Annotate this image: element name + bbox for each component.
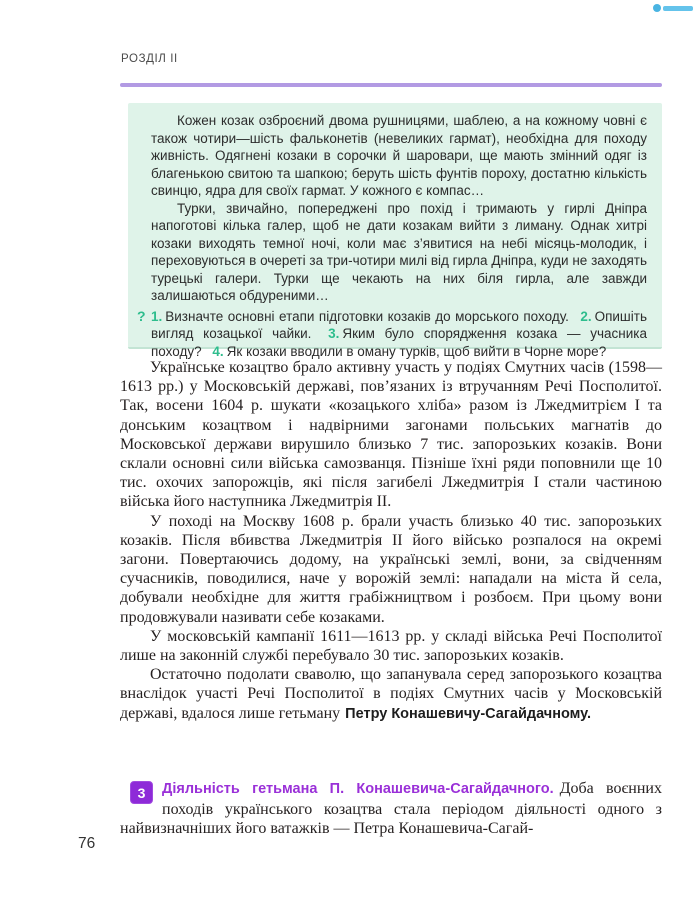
- question-label: Як козаки вводили в оману турків, щоб вийти в Чорне море?: [226, 343, 607, 359]
- body-text-run: Остаточно подолати сваволю, що запанувала серед запорозького козацтва внаслідок участі Речі Посполитої в подіях Смутних часів у Московській державі, вдалося лише гетьману: [120, 666, 662, 722]
- watermark-logo: [653, 3, 693, 13]
- body-paragraph: Українське козацтво брало активну участь у подіях Смутних часів (1598—1613 рр.) у Московській державі, пов’язаних із втручанням Речі Посполитої. Так, восени 1604 р. шукати «козацького хліба» разом із Лжедмитрієм I та донським козацтвом і надвірними загонами польських магнатів до Московської держави вирушило близько 7 тис. запорозьких козаків. Вони склали основні сили війська самозванця. Пізніше їхні ряди поповнили ще 10 тис. охочих запорожців, які після загибелі Лжедмитрія I стали частиною війська його наступника Лжедмитрія II.: [120, 359, 662, 511]
- question-number: 1.: [151, 308, 163, 324]
- question-number: 4.: [212, 343, 224, 359]
- question-number: 2.: [580, 308, 592, 324]
- page-number: 76: [78, 835, 96, 852]
- section-number-badge: 3: [130, 781, 153, 804]
- watermark-text-blur: [663, 6, 693, 11]
- question-mark-icon: ?: [137, 307, 146, 324]
- section-heading: Діяльність гетьмана П. Конашевича-Сагайдачного.: [162, 781, 554, 797]
- question-item: [212, 344, 606, 359]
- chapter-title: РОЗДІЛ II: [121, 53, 178, 65]
- questions-text: [151, 308, 647, 361]
- body-paragraph: У московській кампанії 1611—1613 рр. у складі війська Речі Посполитої лише на законній службі перебувало 30 тис. запорозьких козаків.: [120, 627, 662, 665]
- question-item: [151, 309, 569, 324]
- quote-paragraph: Кожен козак озброєний двома рушницями, шаблею, а на кожному човні є також чотири—шість фальконетів (невеликих гармат), необхідна для походу живність. Одягнені козаки в сорочки й шаровари, ще мають змінний одяг із благенькою свитою та шапкою; беруть шість фунтів пороху, достатню кількість свинцю, ядра для своїх гармат. У кожного є компас…: [151, 113, 647, 198]
- section-paragraph: [120, 779, 662, 839]
- watermark-icon: [653, 4, 661, 12]
- main-text: [120, 358, 662, 724]
- chapter-divider: [120, 83, 662, 87]
- questions-block: [137, 307, 647, 361]
- question-label: Яким було спорядження козака — учасника походу?: [151, 326, 647, 359]
- body-paragraph: У поході на Москву 1608 р. брали участь близько 40 тис. запорозьких козаків. Після вбивства Лжедмитрія II його військо розпалося на окремі загони. Повертаючись додому, на українські землі, вони, за свідченням сучасників, поводилися, наче у ворожій землі: нападали на міста й села, добували необхідне для життя грабіжництвом і розбоєм. При цьому вони продовжували називати себе козаками.: [120, 512, 662, 626]
- question-label: Визначте основні етапи підготовки козаків до морського походу.: [165, 308, 569, 324]
- section-text-run: Доба воєнних походів українського козацтва стала періодом діяльності одного з найвизначніших його ватажків — Петра Конашевича-Сагай-: [120, 780, 662, 837]
- body-paragraph: [120, 665, 662, 724]
- quote-paragraph: Турки, звичайно, попереджені про похід і тримають у гирлі Дніпра напоготові кілька галер, щоб не дати козакам вийти з лиману. Однак хитрі козаки виходять темної ночі, коли має з’явитися на небі місяць-молодик, і переховуються в очереті за три-чотири милі від гирла Дніпра, куди не заходять турецькі галери. Турки ще чекають на них біля гирла, але завжди залишаються обдуреними…: [151, 200, 647, 303]
- question-number: 3.: [328, 326, 340, 341]
- question-label: Опишіть вигляд козацької чайки.: [151, 308, 647, 341]
- quote-box: [128, 103, 662, 359]
- hetman-name-bold: Петру Конашевичу-Сагайдачному.: [345, 705, 591, 722]
